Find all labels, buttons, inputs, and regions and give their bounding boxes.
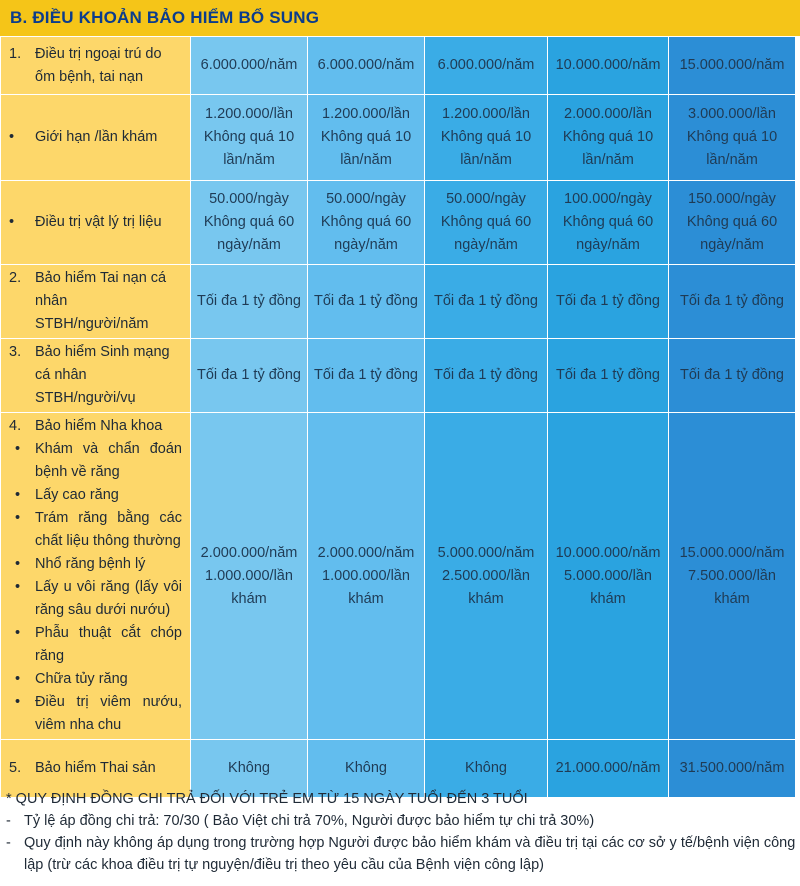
plan-4-value: 100.000/ngày Không quá 60 ngày/năm <box>548 181 669 265</box>
plan-1-value: Tối đa 1 tỷ đồng <box>191 265 308 339</box>
plan-4-value: 10.000.000/năm <box>548 37 669 95</box>
dental-sub-item-text: Khám và chẩn đoán bệnh về răng <box>35 441 182 480</box>
plan-5-value: 3.000.000/lần Không quá 10 lần/năm <box>669 95 796 181</box>
plan-4-value: 2.000.000/lần Không quá 10 lần/năm <box>548 95 669 181</box>
dental-sub-item-text: Điều trị viêm nướu, viêm nha chu <box>35 694 182 733</box>
plan-5-value: 150.000/ngày Không quá 60 ngày/năm <box>669 181 796 265</box>
bullet-icon: • <box>15 694 21 710</box>
dental-sub-item <box>9 691 182 737</box>
bullet-icon: • <box>15 625 21 641</box>
plan-3-value: 5.000.000/năm 2.500.000/lần khám <box>425 413 548 740</box>
note-text: Quy định này không áp dụng trong trường hợp Người được bảo hiểm khám và điều trị tại các cơ sở y tế/bệnh viện công lập (trừ các khoa điều trị tự nguyện/điều trị theo yêu cầu của Bệnh viện công lập) <box>24 835 796 873</box>
plan-2-value: Tối đa 1 tỷ đồng <box>308 339 425 413</box>
dental-sub-item-text: Lấy u vôi răng (lấy vôi răng sâu dưới nướu) <box>35 579 182 618</box>
row-label-text: Bảo hiểm Nha khoa <box>35 418 163 434</box>
plan-1-value: 1.200.000/lần Không quá 10 lần/năm <box>191 95 308 181</box>
bullet-icon: • <box>15 510 21 526</box>
bullet-icon: • <box>15 671 21 687</box>
table-row <box>1 265 796 339</box>
dental-sub-item <box>9 553 182 576</box>
plan-1-value: 50.000/ngày Không quá 60 ngày/năm <box>191 181 308 265</box>
row-number: 4. <box>9 418 22 434</box>
dental-sub-item-text: Trám răng bằng các chất liệu thông thường <box>35 510 182 549</box>
note-item <box>6 832 796 876</box>
benefits-table <box>0 36 796 798</box>
plan-1-value: Tối đa 1 tỷ đồng <box>191 339 308 413</box>
notes-title: * QUY ĐỊNH ĐỒNG CHI TRẢ ĐỐI VỚI TRẺ EM TỪ 15 NGÀY TUỔI ĐẾN 3 TUỔI <box>6 791 528 807</box>
row-number: • <box>9 129 15 145</box>
row-label <box>1 37 191 95</box>
dental-sub-item <box>9 622 182 668</box>
plan-4-value: 21.000.000/năm <box>548 740 669 798</box>
bullet-icon: • <box>15 441 21 457</box>
plan-2-value: Không <box>308 740 425 798</box>
row-label-text: Bảo hiểm Tai nạn cá nhân STBH/người/năm <box>35 270 167 332</box>
note-item <box>6 810 796 832</box>
row-number: 1. <box>9 45 22 62</box>
table-row <box>1 181 796 265</box>
plan-3-value: 1.200.000/lần Không quá 10 lần/năm <box>425 95 548 181</box>
plan-2-value: 2.000.000/năm 1.000.000/lần khám <box>308 413 425 740</box>
row-label-text: Điều trị vật lý trị liệu <box>35 214 162 230</box>
dental-sub-item <box>9 484 182 507</box>
plan-5-value: 15.000.000/năm <box>669 37 796 95</box>
notes-section <box>6 788 796 876</box>
dental-sub-item <box>9 507 182 553</box>
row-number: 3. <box>9 344 22 360</box>
plan-4-value: Tối đa 1 tỷ đồng <box>548 265 669 339</box>
row-label <box>1 339 191 413</box>
row-number: • <box>9 214 15 230</box>
plan-4-value: Tối đa 1 tỷ đồng <box>548 339 669 413</box>
row-label-text: Điều trị ngoại trú do ốm bệnh, tai nạn <box>35 45 162 85</box>
note-text: Tỷ lệ áp đồng chi trả: 70/30 ( Bảo Việt chi trả 70%, Người được bảo hiểm tự chi trả 30%) <box>24 813 595 829</box>
dental-sub-item-text: Nhổ răng bệnh lý <box>35 556 146 572</box>
plan-5-value: Tối đa 1 tỷ đồng <box>669 339 796 413</box>
plan-3-value: Không <box>425 740 548 798</box>
plan-1-value: 2.000.000/năm 1.000.000/lần khám <box>191 413 308 740</box>
table-row <box>1 95 796 181</box>
dental-sub-item-text: Lấy cao răng <box>35 487 119 503</box>
plan-2-value: 1.200.000/lần Không quá 10 lần/năm <box>308 95 425 181</box>
row-label <box>1 413 191 740</box>
section-title: B. ĐIỀU KHOẢN BẢO HIỂM BỔ SUNG <box>0 0 800 36</box>
dental-sub-item-text: Phẫu thuật cắt chóp răng <box>35 625 182 664</box>
plan-2-value: 6.000.000/năm <box>308 37 425 95</box>
dental-sub-item <box>9 438 182 484</box>
bullet-icon: • <box>15 579 21 595</box>
plan-5-value: 31.500.000/năm <box>669 740 796 798</box>
row-label-text: Giới hạn /lần khám <box>35 129 158 145</box>
row-label <box>1 265 191 339</box>
note-dash: - <box>6 835 11 851</box>
plan-4-value: 10.000.000/năm 5.000.000/lần khám <box>548 413 669 740</box>
dental-sub-item-text: Chữa tủy răng <box>35 671 128 687</box>
table-row <box>1 413 796 740</box>
table-row <box>1 37 796 95</box>
table-row <box>1 339 796 413</box>
plan-3-value: Tối đa 1 tỷ đồng <box>425 339 548 413</box>
dental-sub-item <box>9 576 182 622</box>
row-number: 5. <box>9 760 22 776</box>
plan-3-value: Tối đa 1 tỷ đồng <box>425 265 548 339</box>
plan-3-value: 50.000/ngày Không quá 60 ngày/năm <box>425 181 548 265</box>
bullet-icon: • <box>15 487 21 503</box>
plan-2-value: Tối đa 1 tỷ đồng <box>308 265 425 339</box>
plan-2-value: 50.000/ngày Không quá 60 ngày/năm <box>308 181 425 265</box>
row-label-text: Bảo hiểm Thai sản <box>35 760 156 776</box>
dental-sub-item <box>9 668 182 691</box>
row-number: 2. <box>9 270 22 286</box>
bullet-icon: • <box>15 556 21 572</box>
plan-1-value: 6.000.000/năm <box>191 37 308 95</box>
plan-3-value: 6.000.000/năm <box>425 37 548 95</box>
row-label <box>1 181 191 265</box>
plan-5-value: Tối đa 1 tỷ đồng <box>669 265 796 339</box>
plan-1-value: Không <box>191 740 308 798</box>
row-label <box>1 95 191 181</box>
row-label-text: Bảo hiểm Sinh mạng cá nhân STBH/người/vụ <box>35 344 170 406</box>
note-dash: - <box>6 813 11 829</box>
plan-5-value: 15.000.000/năm 7.500.000/lần khám <box>669 413 796 740</box>
